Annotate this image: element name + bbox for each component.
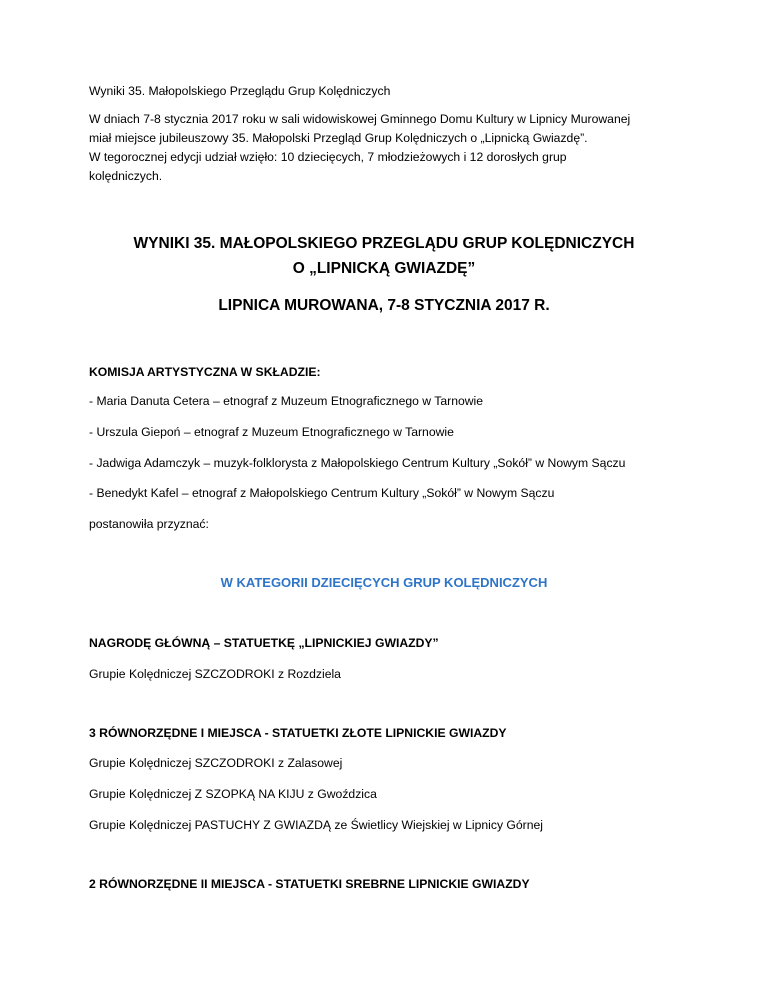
intro-line: W dniach 7-8 stycznia 2017 roku w sali widowiskowej Gminnego Domu Kultury w Lipnicy Murowanej [89, 112, 631, 126]
decision-text: postanowiła przyznać: [89, 517, 209, 531]
first-place-heading: 3 RÓWNORZĘDNE I MIEJSCA - STATUETKI ZŁOTE LIPNICKIE GWIAZDY [89, 726, 507, 740]
first-place-winner: Grupie Kolędniczej SZCZODROKI z Zalasowej [89, 756, 343, 770]
first-place-winner: Grupie Kolędniczej Z SZOPKĄ NA KIJU z Gwoździca [89, 787, 377, 801]
main-heading-line: WYNIKI 35. MAŁOPOLSKIEGO PRZEGLĄDU GRUP KOLĘDNICZYCH [133, 235, 635, 252]
main-prize-winner: Grupie Kolędniczej SZCZODROKI z Rozdziela [89, 667, 341, 681]
intro-line: miał miejsce jubileuszowy 35. Małopolski Przegląd Grup Kolędniczych o „Lipnicką Gwiazdę”. [89, 131, 588, 145]
main-heading-line: O „LIPNICKĄ GWIAZDĘ” [292, 260, 476, 277]
place-date-heading: LIPNICA MUROWANA, 7-8 STYCZNIA 2017 R. [218, 297, 550, 314]
second-place-heading: 2 RÓWNORZĘDNE II MIEJSCA - STATUETKI SREBRNE LIPNICKIE GWIAZDY [89, 877, 530, 891]
intro-title: Wyniki 35. Małopolskiego Przeglądu Grup Kolędniczych [89, 84, 391, 98]
first-place-winner: Grupie Kolędniczej PASTUCHY Z GWIAZDĄ ze Świetlicy Wiejskiej w Lipnicy Górnej [89, 818, 544, 832]
intro-line: W tegorocznej edycji udział wzięło: 10 dziecięcych, 7 młodzieżowych i 12 dorosłych grup [89, 150, 567, 164]
jury-member: - Maria Danuta Cetera – etnograf z Muzeum Etnograficznego w Tarnowie [89, 394, 484, 408]
jury-member: - Jadwiga Adamczyk – muzyk-folklorysta z Małopolskiego Centrum Kultury „Sokół” w Nowym Sączu [89, 456, 626, 470]
category-heading: W KATEGORII DZIECIĘCYCH GRUP KOLĘDNICZYCH [220, 575, 548, 590]
jury-member: - Urszula Giероń – etnograf z Muzeum Etnograficznego w Tarnowie [89, 425, 454, 439]
jury-heading: KOMISJA ARTYSTYCZNA W SKŁADZIE: [89, 365, 321, 379]
main-prize-heading: NAGRODĘ GŁÓWNĄ – STATUETKĘ „LIPNICKIEJ GWIAZDY” [89, 636, 439, 650]
intro-line: kolędniczych. [89, 169, 163, 183]
jury-member: - Benedykt Kafel – etnograf z Małopolskiego Centrum Kultury „Sokół” w Nowym Sączu [89, 486, 555, 500]
